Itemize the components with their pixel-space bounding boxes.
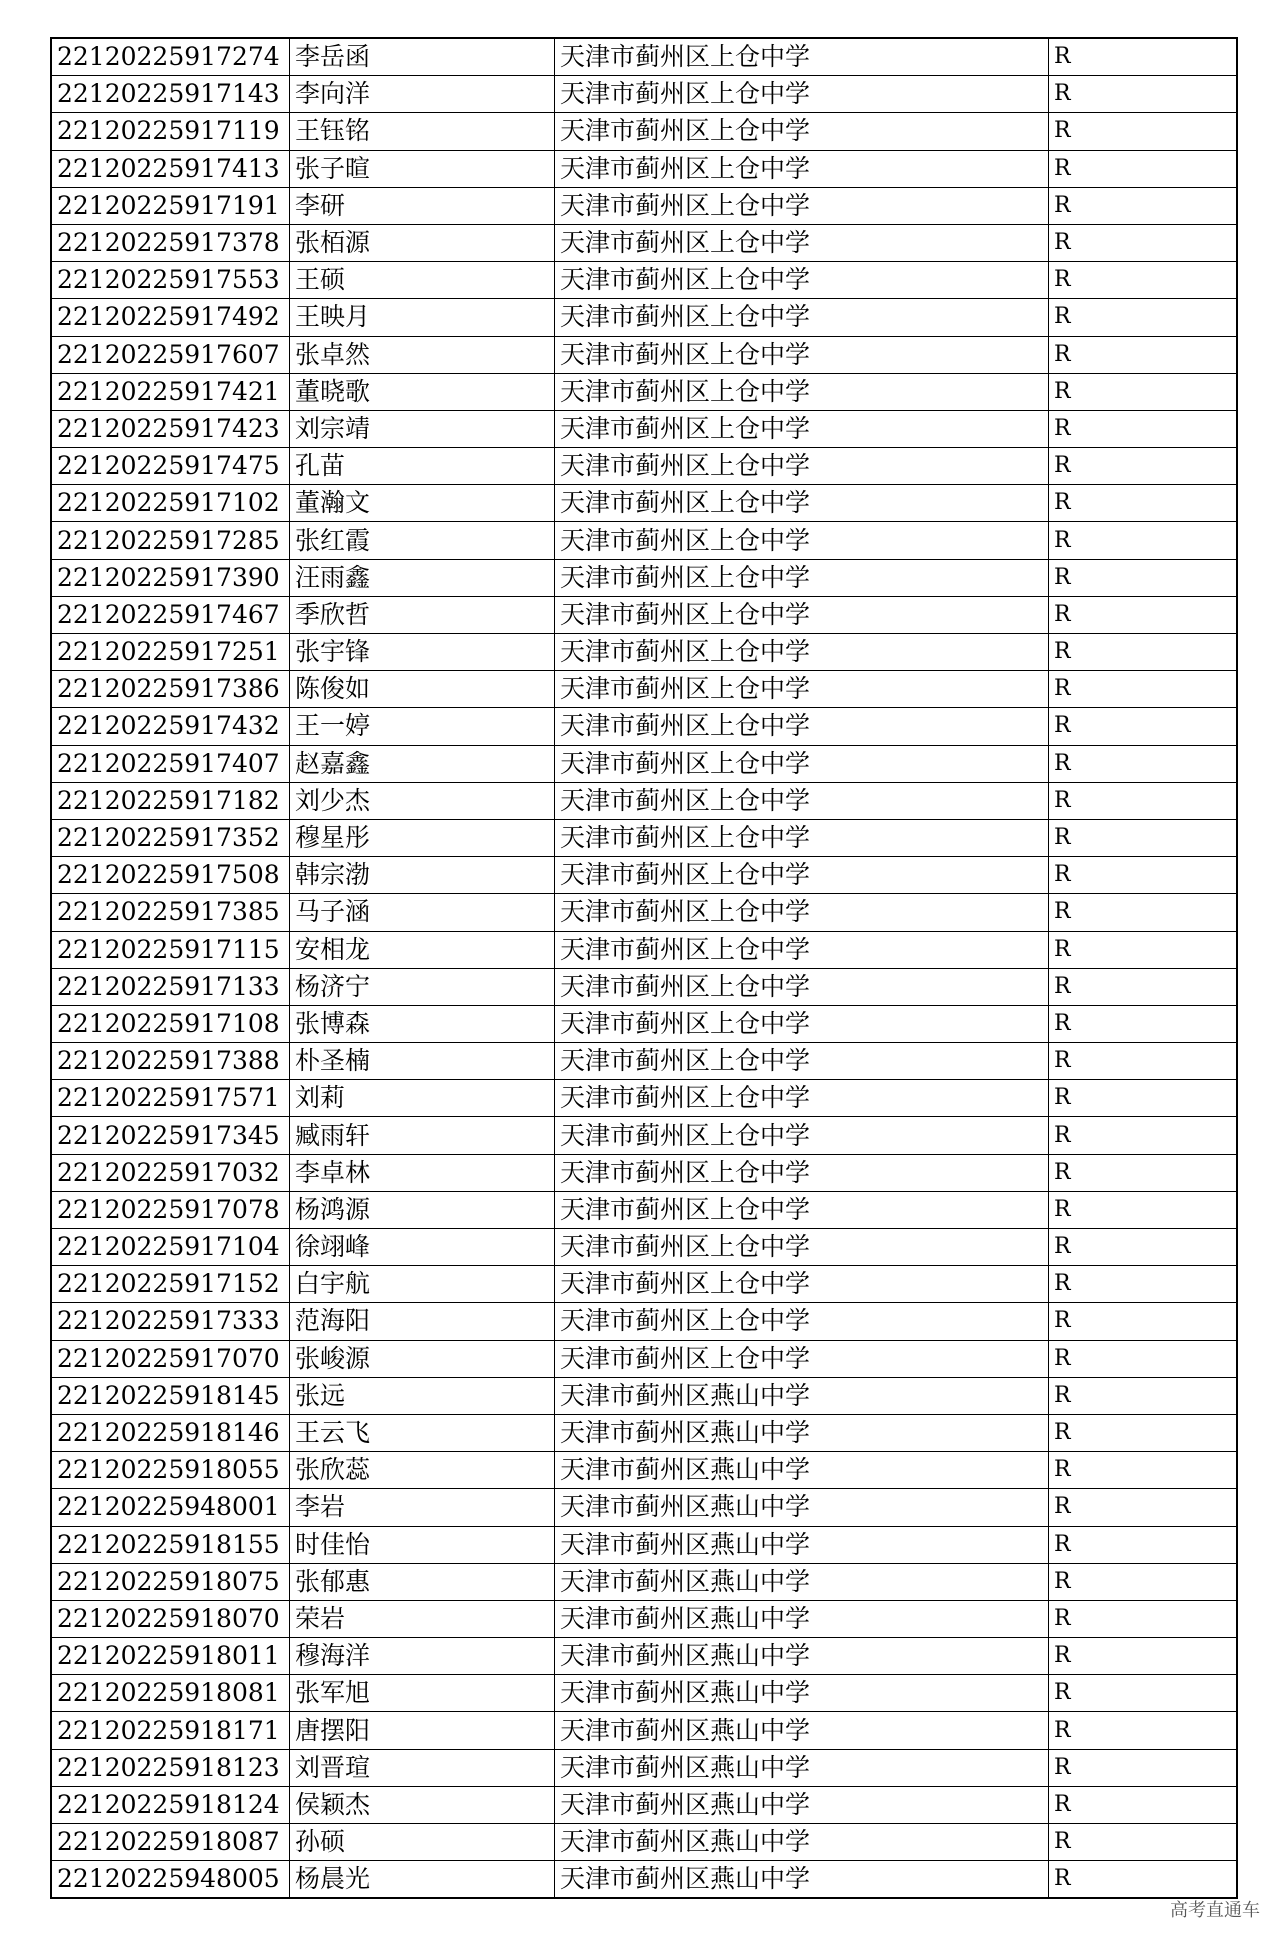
table-row bbox=[51, 782, 1237, 819]
category-flag-cell: R bbox=[1049, 1340, 1238, 1377]
student-name-cell: 李研 bbox=[290, 187, 555, 224]
student-name-cell: 韩宗渤 bbox=[290, 857, 555, 894]
school-name-cell: 天津市蓟州区上仓中学 bbox=[555, 76, 1049, 113]
candidate-id-cell: 22120225917571 bbox=[51, 1080, 290, 1117]
table-row bbox=[51, 1786, 1237, 1823]
school-name-cell: 天津市蓟州区上仓中学 bbox=[555, 1117, 1049, 1154]
category-flag-cell: R bbox=[1049, 819, 1238, 856]
student-name-cell: 臧雨轩 bbox=[290, 1117, 555, 1154]
student-name-cell: 刘少杰 bbox=[290, 782, 555, 819]
category-flag-cell: R bbox=[1049, 1786, 1238, 1823]
candidate-id-cell: 22120225918171 bbox=[51, 1712, 290, 1749]
student-name-cell: 孔苗 bbox=[290, 448, 555, 485]
student-name-cell: 张红霞 bbox=[290, 522, 555, 559]
candidate-id-cell: 22120225918124 bbox=[51, 1786, 290, 1823]
table-row bbox=[51, 485, 1237, 522]
school-name-cell: 天津市蓟州区上仓中学 bbox=[555, 634, 1049, 671]
table-row bbox=[51, 968, 1237, 1005]
candidate-id-cell: 22120225917423 bbox=[51, 410, 290, 447]
category-flag-cell: R bbox=[1049, 410, 1238, 447]
school-name-cell: 天津市蓟州区上仓中学 bbox=[555, 150, 1049, 187]
student-name-cell: 张军旭 bbox=[290, 1675, 555, 1712]
candidate-id-cell: 22120225917432 bbox=[51, 708, 290, 745]
school-name-cell: 天津市蓟州区燕山中学 bbox=[555, 1638, 1049, 1675]
table-row bbox=[51, 448, 1237, 485]
table-row bbox=[51, 76, 1237, 113]
student-name-cell: 汪雨鑫 bbox=[290, 559, 555, 596]
student-name-cell: 张郁惠 bbox=[290, 1563, 555, 1600]
table-row bbox=[51, 262, 1237, 299]
student-name-cell: 赵嘉鑫 bbox=[290, 745, 555, 782]
category-flag-cell: R bbox=[1049, 187, 1238, 224]
school-name-cell: 天津市蓟州区燕山中学 bbox=[555, 1414, 1049, 1451]
table-row bbox=[51, 1377, 1237, 1414]
table-row bbox=[51, 410, 1237, 447]
category-flag-cell: R bbox=[1049, 1824, 1238, 1861]
table-row bbox=[51, 1861, 1237, 1899]
school-name-cell: 天津市蓟州区上仓中学 bbox=[555, 894, 1049, 931]
school-name-cell: 天津市蓟州区上仓中学 bbox=[555, 410, 1049, 447]
category-flag-cell: R bbox=[1049, 596, 1238, 633]
student-name-cell: 张栢源 bbox=[290, 224, 555, 261]
school-name-cell: 天津市蓟州区燕山中学 bbox=[555, 1675, 1049, 1712]
table-row bbox=[51, 522, 1237, 559]
candidate-id-cell: 22120225948005 bbox=[51, 1861, 290, 1899]
category-flag-cell: R bbox=[1049, 894, 1238, 931]
candidate-id-cell: 22120225917475 bbox=[51, 448, 290, 485]
student-name-cell: 张欣蕊 bbox=[290, 1452, 555, 1489]
category-flag-cell: R bbox=[1049, 1675, 1238, 1712]
table-row bbox=[51, 113, 1237, 150]
school-name-cell: 天津市蓟州区燕山中学 bbox=[555, 1786, 1049, 1823]
school-name-cell: 天津市蓟州区上仓中学 bbox=[555, 224, 1049, 261]
student-name-cell: 季欣哲 bbox=[290, 596, 555, 633]
table-row bbox=[51, 1340, 1237, 1377]
school-name-cell: 天津市蓟州区上仓中学 bbox=[555, 485, 1049, 522]
table-row bbox=[51, 634, 1237, 671]
school-name-cell: 天津市蓟州区上仓中学 bbox=[555, 857, 1049, 894]
candidate-id-cell: 22120225918146 bbox=[51, 1414, 290, 1451]
table-row bbox=[51, 224, 1237, 261]
table-row bbox=[51, 1712, 1237, 1749]
school-name-cell: 天津市蓟州区燕山中学 bbox=[555, 1489, 1049, 1526]
category-flag-cell: R bbox=[1049, 1117, 1238, 1154]
student-name-cell: 李岩 bbox=[290, 1489, 555, 1526]
student-name-cell: 孙硕 bbox=[290, 1824, 555, 1861]
school-name-cell: 天津市蓟州区上仓中学 bbox=[555, 1005, 1049, 1042]
candidate-id-cell: 22120225917182 bbox=[51, 782, 290, 819]
candidate-id-cell: 22120225918145 bbox=[51, 1377, 290, 1414]
student-name-cell: 荣岩 bbox=[290, 1600, 555, 1637]
category-flag-cell: R bbox=[1049, 485, 1238, 522]
student-name-cell: 张峻源 bbox=[290, 1340, 555, 1377]
candidate-id-cell: 22120225917032 bbox=[51, 1154, 290, 1191]
school-name-cell: 天津市蓟州区上仓中学 bbox=[555, 596, 1049, 633]
candidate-id-cell: 22120225917133 bbox=[51, 968, 290, 1005]
category-flag-cell: R bbox=[1049, 1414, 1238, 1451]
category-flag-cell: R bbox=[1049, 299, 1238, 336]
category-flag-cell: R bbox=[1049, 522, 1238, 559]
school-name-cell: 天津市蓟州区上仓中学 bbox=[555, 373, 1049, 410]
table-row bbox=[51, 1824, 1237, 1861]
school-name-cell: 天津市蓟州区燕山中学 bbox=[555, 1712, 1049, 1749]
candidate-id-cell: 22120225917274 bbox=[51, 38, 290, 76]
category-flag-cell: R bbox=[1049, 1452, 1238, 1489]
candidate-id-cell: 22120225917553 bbox=[51, 262, 290, 299]
watermark-text: 高考直通车 bbox=[1170, 1900, 1260, 1921]
roster-table bbox=[50, 37, 1238, 1899]
candidate-id-cell: 22120225917102 bbox=[51, 485, 290, 522]
category-flag-cell: R bbox=[1049, 1638, 1238, 1675]
table-row bbox=[51, 857, 1237, 894]
school-name-cell: 天津市蓟州区燕山中学 bbox=[555, 1526, 1049, 1563]
student-name-cell: 白宇航 bbox=[290, 1266, 555, 1303]
candidate-id-cell: 22120225918011 bbox=[51, 1638, 290, 1675]
school-name-cell: 天津市蓟州区上仓中学 bbox=[555, 968, 1049, 1005]
category-flag-cell: R bbox=[1049, 224, 1238, 261]
category-flag-cell: R bbox=[1049, 1266, 1238, 1303]
category-flag-cell: R bbox=[1049, 150, 1238, 187]
category-flag-cell: R bbox=[1049, 1563, 1238, 1600]
student-name-cell: 安相龙 bbox=[290, 931, 555, 968]
category-flag-cell: R bbox=[1049, 1303, 1238, 1340]
table-row bbox=[51, 819, 1237, 856]
candidate-id-cell: 22120225917413 bbox=[51, 150, 290, 187]
table-row bbox=[51, 1749, 1237, 1786]
student-name-cell: 刘宗靖 bbox=[290, 410, 555, 447]
category-flag-cell: R bbox=[1049, 1191, 1238, 1228]
candidate-id-cell: 22120225917407 bbox=[51, 745, 290, 782]
student-name-cell: 徐翊峰 bbox=[290, 1229, 555, 1266]
candidate-id-cell: 22120225917388 bbox=[51, 1043, 290, 1080]
candidate-id-cell: 22120225917352 bbox=[51, 819, 290, 856]
category-flag-cell: R bbox=[1049, 671, 1238, 708]
table-row bbox=[51, 1452, 1237, 1489]
candidate-id-cell: 22120225917108 bbox=[51, 1005, 290, 1042]
table-row bbox=[51, 1154, 1237, 1191]
category-flag-cell: R bbox=[1049, 76, 1238, 113]
school-name-cell: 天津市蓟州区燕山中学 bbox=[555, 1824, 1049, 1861]
school-name-cell: 天津市蓟州区上仓中学 bbox=[555, 38, 1049, 76]
candidate-id-cell: 22120225917078 bbox=[51, 1191, 290, 1228]
category-flag-cell: R bbox=[1049, 1080, 1238, 1117]
student-name-cell: 张博森 bbox=[290, 1005, 555, 1042]
school-name-cell: 天津市蓟州区上仓中学 bbox=[555, 745, 1049, 782]
category-flag-cell: R bbox=[1049, 38, 1238, 76]
student-name-cell: 穆海洋 bbox=[290, 1638, 555, 1675]
student-name-cell: 王硕 bbox=[290, 262, 555, 299]
candidate-id-cell: 22120225917333 bbox=[51, 1303, 290, 1340]
table-row bbox=[51, 1489, 1237, 1526]
student-name-cell: 董瀚文 bbox=[290, 485, 555, 522]
table-row bbox=[51, 745, 1237, 782]
student-name-cell: 王映月 bbox=[290, 299, 555, 336]
school-name-cell: 天津市蓟州区燕山中学 bbox=[555, 1563, 1049, 1600]
student-name-cell: 张远 bbox=[290, 1377, 555, 1414]
category-flag-cell: R bbox=[1049, 336, 1238, 373]
table-row bbox=[51, 299, 1237, 336]
category-flag-cell: R bbox=[1049, 559, 1238, 596]
candidate-id-cell: 22120225917386 bbox=[51, 671, 290, 708]
candidate-id-cell: 22120225918155 bbox=[51, 1526, 290, 1563]
student-name-cell: 董晓歌 bbox=[290, 373, 555, 410]
school-name-cell: 天津市蓟州区上仓中学 bbox=[555, 262, 1049, 299]
student-name-cell: 王钰铭 bbox=[290, 113, 555, 150]
student-name-cell: 张子暄 bbox=[290, 150, 555, 187]
student-name-cell: 时佳怡 bbox=[290, 1526, 555, 1563]
student-name-cell: 马子涵 bbox=[290, 894, 555, 931]
candidate-id-cell: 22120225918081 bbox=[51, 1675, 290, 1712]
candidate-id-cell: 22120225917421 bbox=[51, 373, 290, 410]
school-name-cell: 天津市蓟州区上仓中学 bbox=[555, 1266, 1049, 1303]
category-flag-cell: R bbox=[1049, 113, 1238, 150]
category-flag-cell: R bbox=[1049, 1229, 1238, 1266]
category-flag-cell: R bbox=[1049, 1005, 1238, 1042]
candidate-id-cell: 22120225917285 bbox=[51, 522, 290, 559]
student-name-cell: 侯颖杰 bbox=[290, 1786, 555, 1823]
table-row bbox=[51, 671, 1237, 708]
table-row bbox=[51, 1229, 1237, 1266]
category-flag-cell: R bbox=[1049, 1712, 1238, 1749]
table-row bbox=[51, 373, 1237, 410]
candidate-id-cell: 22120225918075 bbox=[51, 1563, 290, 1600]
candidate-id-cell: 22120225917104 bbox=[51, 1229, 290, 1266]
candidate-id-cell: 22120225917467 bbox=[51, 596, 290, 633]
category-flag-cell: R bbox=[1049, 448, 1238, 485]
school-name-cell: 天津市蓟州区燕山中学 bbox=[555, 1600, 1049, 1637]
category-flag-cell: R bbox=[1049, 745, 1238, 782]
candidate-id-cell: 22120225917143 bbox=[51, 76, 290, 113]
table-row bbox=[51, 336, 1237, 373]
table-row bbox=[51, 1303, 1237, 1340]
school-name-cell: 天津市蓟州区上仓中学 bbox=[555, 1340, 1049, 1377]
student-name-cell: 范海阳 bbox=[290, 1303, 555, 1340]
table-row bbox=[51, 931, 1237, 968]
category-flag-cell: R bbox=[1049, 857, 1238, 894]
school-name-cell: 天津市蓟州区燕山中学 bbox=[555, 1749, 1049, 1786]
table-row bbox=[51, 1005, 1237, 1042]
candidate-id-cell: 22120225918055 bbox=[51, 1452, 290, 1489]
student-name-cell: 李岳函 bbox=[290, 38, 555, 76]
student-name-cell: 穆星彤 bbox=[290, 819, 555, 856]
school-name-cell: 天津市蓟州区上仓中学 bbox=[555, 187, 1049, 224]
candidate-id-cell: 22120225917378 bbox=[51, 224, 290, 261]
category-flag-cell: R bbox=[1049, 634, 1238, 671]
school-name-cell: 天津市蓟州区燕山中学 bbox=[555, 1452, 1049, 1489]
candidate-id-cell: 22120225917508 bbox=[51, 857, 290, 894]
category-flag-cell: R bbox=[1049, 262, 1238, 299]
category-flag-cell: R bbox=[1049, 782, 1238, 819]
school-name-cell: 天津市蓟州区上仓中学 bbox=[555, 113, 1049, 150]
school-name-cell: 天津市蓟州区上仓中学 bbox=[555, 931, 1049, 968]
school-name-cell: 天津市蓟州区燕山中学 bbox=[555, 1377, 1049, 1414]
candidate-id-cell: 22120225948001 bbox=[51, 1489, 290, 1526]
category-flag-cell: R bbox=[1049, 708, 1238, 745]
table-row bbox=[51, 1526, 1237, 1563]
student-name-cell: 张宇锋 bbox=[290, 634, 555, 671]
category-flag-cell: R bbox=[1049, 1526, 1238, 1563]
candidate-id-cell: 22120225917345 bbox=[51, 1117, 290, 1154]
school-name-cell: 天津市蓟州区上仓中学 bbox=[555, 522, 1049, 559]
category-flag-cell: R bbox=[1049, 1861, 1238, 1899]
table-row bbox=[51, 894, 1237, 931]
category-flag-cell: R bbox=[1049, 1749, 1238, 1786]
student-name-cell: 朴圣楠 bbox=[290, 1043, 555, 1080]
table-row bbox=[51, 559, 1237, 596]
school-name-cell: 天津市蓟州区燕山中学 bbox=[555, 1861, 1049, 1899]
table-row bbox=[51, 1266, 1237, 1303]
student-name-cell: 刘晋瑄 bbox=[290, 1749, 555, 1786]
school-name-cell: 天津市蓟州区上仓中学 bbox=[555, 819, 1049, 856]
candidate-id-cell: 22120225918070 bbox=[51, 1600, 290, 1637]
school-name-cell: 天津市蓟州区上仓中学 bbox=[555, 1080, 1049, 1117]
table-row bbox=[51, 1638, 1237, 1675]
table-row bbox=[51, 708, 1237, 745]
school-name-cell: 天津市蓟州区上仓中学 bbox=[555, 336, 1049, 373]
candidate-id-cell: 22120225917070 bbox=[51, 1340, 290, 1377]
table-row bbox=[51, 1191, 1237, 1228]
table-row bbox=[51, 38, 1237, 76]
student-name-cell: 王云飞 bbox=[290, 1414, 555, 1451]
candidate-id-cell: 22120225917607 bbox=[51, 336, 290, 373]
candidate-id-cell: 22120225917115 bbox=[51, 931, 290, 968]
candidate-id-cell: 22120225917390 bbox=[51, 559, 290, 596]
school-name-cell: 天津市蓟州区上仓中学 bbox=[555, 1303, 1049, 1340]
school-name-cell: 天津市蓟州区上仓中学 bbox=[555, 1191, 1049, 1228]
category-flag-cell: R bbox=[1049, 1600, 1238, 1637]
candidate-id-cell: 22120225917385 bbox=[51, 894, 290, 931]
student-name-cell: 杨鸿源 bbox=[290, 1191, 555, 1228]
student-name-cell: 唐摆阳 bbox=[290, 1712, 555, 1749]
school-name-cell: 天津市蓟州区上仓中学 bbox=[555, 1043, 1049, 1080]
roster-table-body bbox=[51, 38, 1237, 1898]
school-name-cell: 天津市蓟州区上仓中学 bbox=[555, 559, 1049, 596]
student-name-cell: 杨晨光 bbox=[290, 1861, 555, 1899]
school-name-cell: 天津市蓟州区上仓中学 bbox=[555, 782, 1049, 819]
student-name-cell: 陈俊如 bbox=[290, 671, 555, 708]
candidate-id-cell: 22120225918123 bbox=[51, 1749, 290, 1786]
school-name-cell: 天津市蓟州区上仓中学 bbox=[555, 708, 1049, 745]
table-row bbox=[51, 1563, 1237, 1600]
category-flag-cell: R bbox=[1049, 1043, 1238, 1080]
candidate-id-cell: 22120225917251 bbox=[51, 634, 290, 671]
student-name-cell: 李卓林 bbox=[290, 1154, 555, 1191]
table-row bbox=[51, 150, 1237, 187]
school-name-cell: 天津市蓟州区上仓中学 bbox=[555, 671, 1049, 708]
category-flag-cell: R bbox=[1049, 931, 1238, 968]
table-row bbox=[51, 187, 1237, 224]
table-row bbox=[51, 1080, 1237, 1117]
candidate-id-cell: 22120225917492 bbox=[51, 299, 290, 336]
candidate-id-cell: 22120225918087 bbox=[51, 1824, 290, 1861]
table-row bbox=[51, 1117, 1237, 1154]
candidate-id-cell: 22120225917152 bbox=[51, 1266, 290, 1303]
student-name-cell: 张卓然 bbox=[290, 336, 555, 373]
table-row bbox=[51, 1043, 1237, 1080]
table-row bbox=[51, 1414, 1237, 1451]
school-name-cell: 天津市蓟州区上仓中学 bbox=[555, 299, 1049, 336]
table-row bbox=[51, 596, 1237, 633]
candidate-id-cell: 22120225917191 bbox=[51, 187, 290, 224]
table-row bbox=[51, 1600, 1237, 1637]
student-name-cell: 李向洋 bbox=[290, 76, 555, 113]
category-flag-cell: R bbox=[1049, 1489, 1238, 1526]
category-flag-cell: R bbox=[1049, 1377, 1238, 1414]
school-name-cell: 天津市蓟州区上仓中学 bbox=[555, 448, 1049, 485]
category-flag-cell: R bbox=[1049, 373, 1238, 410]
school-name-cell: 天津市蓟州区上仓中学 bbox=[555, 1229, 1049, 1266]
category-flag-cell: R bbox=[1049, 968, 1238, 1005]
school-name-cell: 天津市蓟州区上仓中学 bbox=[555, 1154, 1049, 1191]
student-name-cell: 刘莉 bbox=[290, 1080, 555, 1117]
candidate-id-cell: 22120225917119 bbox=[51, 113, 290, 150]
student-name-cell: 杨济宁 bbox=[290, 968, 555, 1005]
category-flag-cell: R bbox=[1049, 1154, 1238, 1191]
table-row bbox=[51, 1675, 1237, 1712]
student-name-cell: 王一婷 bbox=[290, 708, 555, 745]
